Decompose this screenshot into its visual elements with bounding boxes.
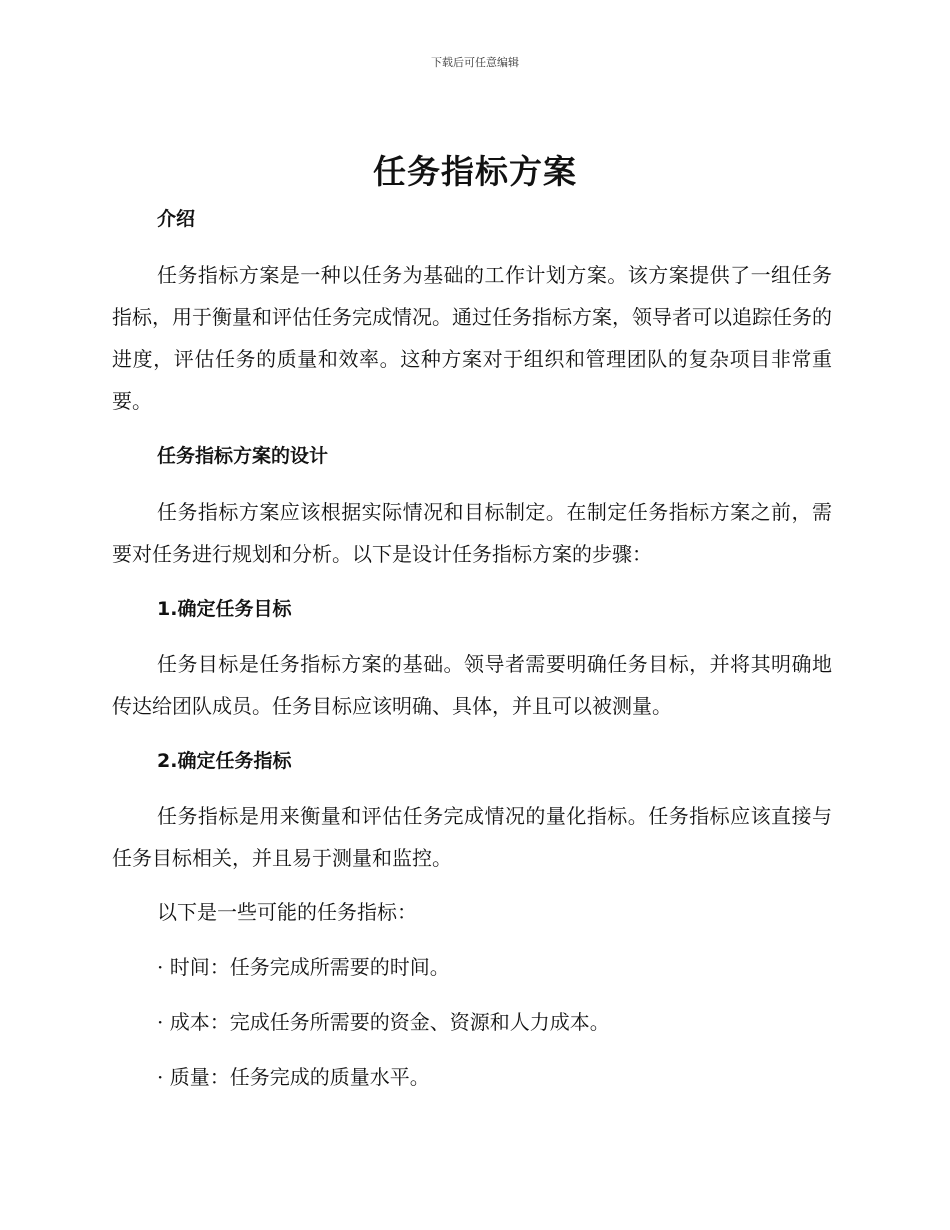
paragraph-design: 任务指标方案应该根据实际情况和目标制定。在制定任务指标方案之前，需要对任务进行规划和分析。以下是设计任务指标方案的步骤：: [112, 500, 832, 566]
section-heading-step2: 2.确定任务指标: [157, 750, 292, 772]
list-item-cost: · 成本：完成任务所需要的资金、资源和人力成本。: [157, 1010, 610, 1034]
section-heading-step1: 1.确定任务目标: [157, 598, 292, 620]
paragraph-intro: 任务指标方案是一种以任务为基础的工作计划方案。该方案提供了一组任务指标，用于衡量和评估任务完成情况。通过任务指标方案，领导者可以追踪任务的进度，评估任务的质量和效率。这种方案对于组织和管理团队的复杂项目非常重要。: [112, 263, 832, 413]
list-item-quality: · 质量：任务完成的质量水平。: [157, 1065, 430, 1089]
section-heading-design: 任务指标方案的设计: [157, 445, 329, 467]
list-item-time: · 时间：任务完成所需要的时间。: [157, 955, 450, 979]
paragraph-step2: 任务指标是用来衡量和评估任务完成情况的量化指标。任务指标应该直接与任务目标相关，并且易于测量和监控。: [112, 804, 832, 870]
page-header-note: 下载后可任意编辑: [431, 56, 519, 69]
paragraph-step1: 任务目标是任务指标方案的基础。领导者需要明确任务目标，并将其明确地传达给团队成员。任务目标应该明确、具体，并且可以被测量。: [112, 652, 832, 718]
page-title: 任务指标方案: [373, 152, 577, 191]
list-intro: 以下是一些可能的任务指标：: [157, 900, 417, 924]
section-heading-intro: 介绍: [157, 208, 196, 230]
